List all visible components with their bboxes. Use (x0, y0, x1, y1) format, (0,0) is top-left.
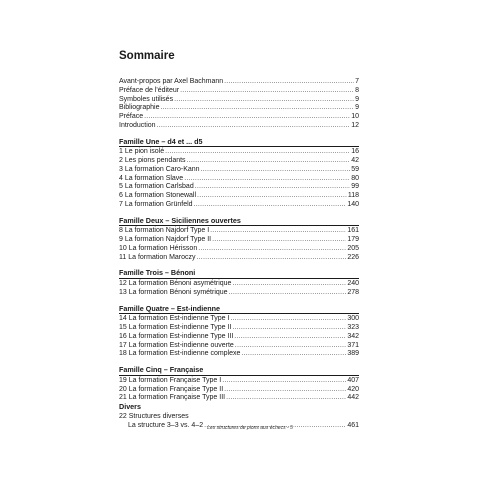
entry-page: 59 (351, 165, 359, 173)
toc-entry[interactable] (119, 386, 359, 395)
entry-page: 7 (355, 78, 359, 85)
toc-entry[interactable] (119, 183, 359, 192)
section-heading: Famille Cinq – Française (119, 366, 359, 376)
entry-title: Préface (119, 113, 144, 120)
section-heading: Famille Quatre – Est-indienne (119, 305, 359, 315)
entry-title: 3 La formation Caro-Kann (119, 165, 200, 173)
entry-title: 17 La formation Est-indienne ouverte (119, 341, 234, 349)
dot-leader (232, 324, 346, 333)
toc-entry[interactable] (119, 157, 359, 166)
dot-leader (235, 342, 347, 351)
entry-page: 9 (355, 95, 359, 103)
toc-entry[interactable] (119, 166, 359, 175)
entry-page: 442 (347, 394, 359, 402)
entry-title: 16 La formation Est-indienne Type III (119, 332, 234, 340)
toc-section-famille-cinq (119, 366, 359, 403)
section-heading: Famille Trois – Bénoni (119, 269, 359, 279)
toc-entry[interactable] (119, 122, 359, 131)
toc-section-famille-deux (119, 217, 359, 263)
toc-entry[interactable] (119, 413, 359, 422)
toc-section-famille-une (119, 138, 359, 210)
entry-title: 10 La formation Hérisson (119, 244, 198, 252)
dot-leader (229, 289, 347, 298)
dot-leader (224, 78, 354, 87)
entry-page: 140 (347, 200, 359, 208)
dot-leader (222, 377, 346, 386)
entry-title: 15 La formation Est-indienne Type II (119, 324, 232, 331)
toc-entry[interactable] (119, 104, 359, 113)
toc-entry[interactable] (119, 175, 359, 184)
entry-page: 407 (347, 376, 359, 384)
section-heading: Divers (119, 402, 141, 411)
toc-entry[interactable] (119, 324, 359, 333)
toc-entry[interactable] (119, 342, 359, 351)
toc-entry[interactable] (119, 201, 359, 210)
toc-entry[interactable] (119, 394, 359, 403)
dot-leader (184, 175, 350, 184)
entry-page: 9 (355, 104, 359, 112)
toc-entry[interactable] (119, 113, 359, 122)
entry-title: Introduction (119, 121, 156, 129)
dot-leader (212, 236, 346, 245)
dot-leader (187, 157, 351, 166)
dot-leader (230, 315, 346, 324)
entry-page: 371 (347, 341, 359, 349)
section-heading: Famille Deux – Siciliennes ouvertes (119, 217, 359, 227)
entry-page: 205 (347, 244, 359, 252)
toc-entry[interactable] (119, 236, 359, 245)
entry-title: 1 Le pion isolé (119, 148, 165, 156)
entry-title: 9 La formation Najdorf Type II (119, 236, 212, 243)
entry-title: 8 La formation Najdorf Type I (119, 227, 210, 235)
toc-intro-group (119, 78, 359, 131)
dot-leader (160, 104, 354, 113)
entry-page: 389 (347, 350, 359, 358)
dot-leader (241, 350, 346, 359)
toc-entry[interactable] (119, 280, 359, 289)
dot-leader (198, 245, 346, 254)
entry-page: 16 (351, 148, 359, 156)
entry-page: 12 (351, 121, 359, 129)
entry-page: 342 (347, 332, 359, 340)
entry-title: 21 La formation Française Type III (119, 394, 226, 402)
toc-section-famille-trois (119, 269, 359, 297)
table-of-contents (119, 78, 359, 430)
toc-entry[interactable] (119, 289, 359, 298)
entry-page: 179 (347, 236, 359, 243)
dot-leader (194, 201, 347, 210)
entry-title: 18 La formation Est-indienne complexe (119, 350, 241, 358)
dot-leader (197, 192, 347, 201)
entry-title: La structure 3–3 vs. 4–2 (128, 421, 204, 429)
dot-leader (180, 87, 354, 96)
dot-leader (197, 254, 347, 263)
toc-entry[interactable] (119, 227, 359, 236)
dot-leader (144, 113, 350, 122)
section-heading: Famille Une – d4 et ... d5 (119, 138, 359, 148)
entry-title: 14 La formation Est-indienne Type I (119, 315, 230, 323)
entry-title: 2 Les pions pendants (119, 157, 186, 164)
entry-page: 42 (351, 157, 359, 164)
entry-page: 118 (347, 192, 359, 199)
entry-page: 323 (347, 324, 359, 331)
entry-title: 6 La formation Stonewall (119, 192, 197, 199)
toc-entry[interactable] (119, 315, 359, 324)
entry-page: 461 (347, 421, 359, 429)
toc-section-famille-quatre (119, 305, 359, 360)
toc-entry[interactable] (119, 78, 359, 87)
dot-leader (232, 280, 346, 289)
toc-entry[interactable] (119, 333, 359, 342)
entry-title: 20 La formation Française Type II (119, 385, 224, 393)
entry-title: 12 La formation Bénoni asymétrique (119, 280, 232, 287)
entry-title: Avant-propos par Axel Bachmann (119, 78, 224, 85)
entry-title: Bibliographie (119, 104, 160, 112)
dot-leader (174, 96, 354, 105)
toc-entry[interactable] (119, 96, 359, 105)
dot-leader (201, 166, 351, 175)
toc-entry[interactable] (119, 148, 359, 157)
page-footer: Les structures de pions aux échecs - 5 (207, 425, 293, 431)
entry-title: 11 La formation Maroczy (119, 253, 196, 261)
entry-title: 5 La formation Carlsbad (119, 183, 194, 191)
page-title: Sommaire (119, 50, 175, 62)
entry-page: 240 (347, 280, 359, 287)
toc-entry[interactable] (119, 245, 359, 254)
dot-leader (210, 227, 346, 236)
dot-leader (195, 183, 350, 192)
entry-title: 7 La formation Grünfeld (119, 200, 193, 208)
entry-page: 226 (347, 253, 359, 261)
toc-entry[interactable] (119, 87, 359, 96)
toc-entry[interactable] (119, 350, 359, 359)
dot-leader (224, 386, 346, 395)
entry-title: 22 Structures diverses (119, 412, 189, 420)
entry-page: 80 (351, 174, 359, 182)
entry-title: 4 La formation Slave (119, 174, 184, 182)
entry-page: 278 (347, 288, 359, 296)
entry-page: 161 (347, 227, 359, 235)
dot-leader (226, 394, 346, 403)
toc-entry[interactable] (119, 192, 359, 201)
toc-entry[interactable] (119, 377, 359, 386)
dot-leader (234, 333, 346, 342)
entry-title: Préface de l'éditeur (119, 86, 180, 94)
entry-page: 300 (347, 315, 359, 323)
entry-title: 19 La formation Française Type I (119, 376, 222, 384)
entry-page: 99 (351, 183, 359, 191)
dot-leader (157, 122, 351, 131)
toc-entry[interactable] (119, 254, 359, 263)
dot-leader (165, 148, 350, 157)
entry-page: 8 (355, 86, 359, 94)
entry-title: Symboles utilisés (119, 95, 174, 103)
entry-page: 10 (351, 113, 359, 120)
entry-title: 13 La formation Bénoni symétrique (119, 288, 228, 296)
entry-page: 420 (347, 385, 359, 393)
